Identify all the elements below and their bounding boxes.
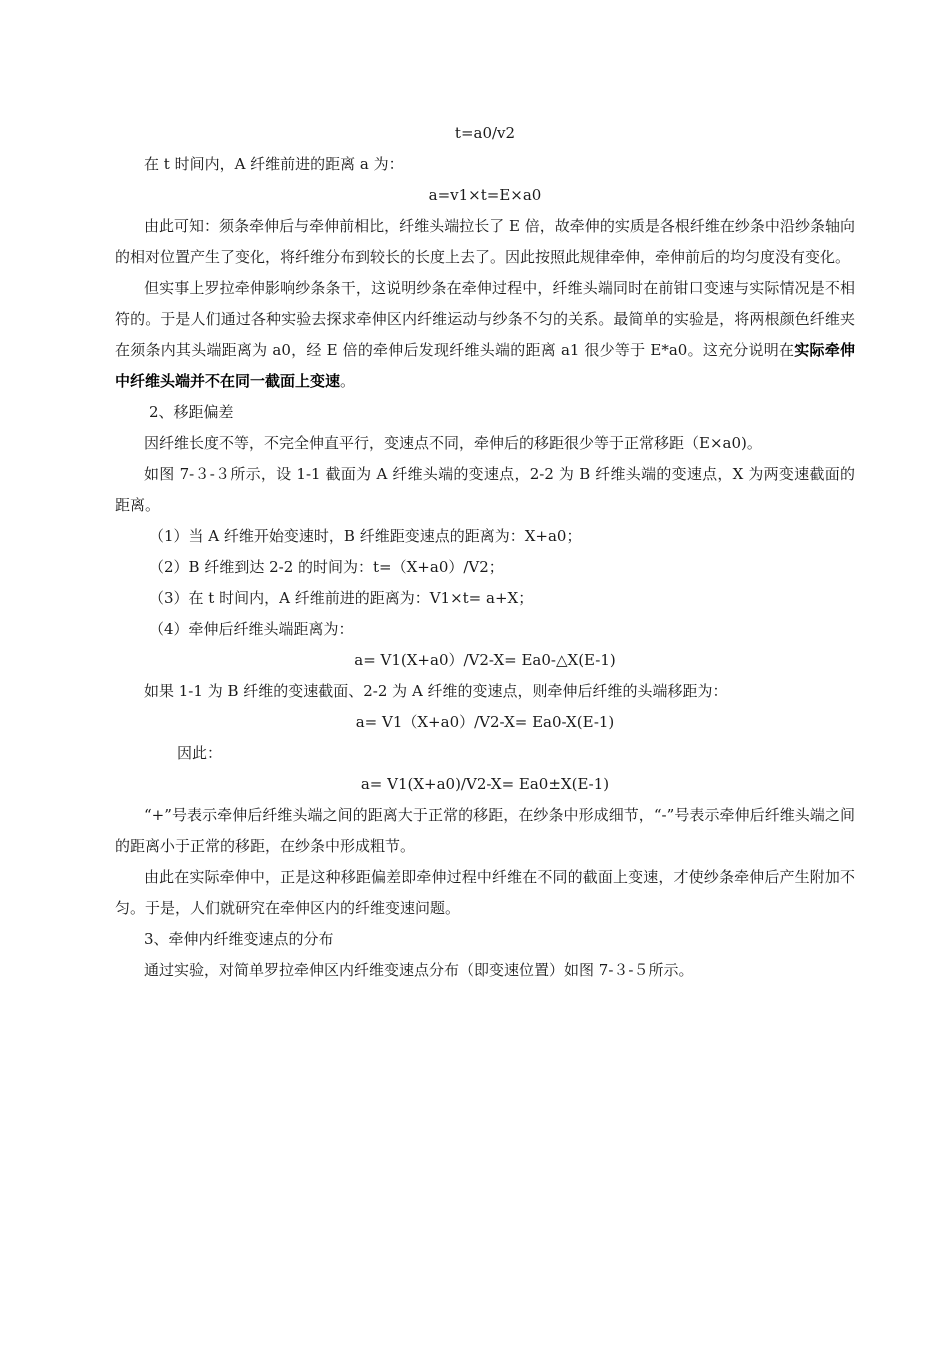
- equation-result-alt: a= V1（X+a0）/V2-X= Ea0-X(E-1): [355, 713, 615, 731]
- equation-time: t=a0/v2: [454, 124, 516, 142]
- paragraph-text-end: 。: [340, 372, 356, 390]
- document-body: [115, 118, 855, 986]
- paragraph-text: 但实事上罗拉牵伸影响纱条条干，这说明纱条在牵伸过程中，纤维头端同时在前钳口变速与实际情况是不相符的。于是人们通过各种实验去探求牵伸区内纤维运动与纱条不匀的关系。最简单的实验是，将两根颜色纤维夹在须条内其头端距离为 a0，经 E 倍的牵伸后发现纤维头端的距离 a1 很少等于 E*a0。这充分说明在: [115, 279, 855, 359]
- paragraph-figure-reference: 如图 7-３-３所示，设 1-1 截面为 A 纤维头端的变速点，2-2 为 B 纤维头端的变速点，X 为两变速截面的距离。: [115, 465, 855, 514]
- list-item: （3）在 t 时间内，A 纤维前进的距离为：V1×t= a+X；: [149, 589, 534, 607]
- section-heading: 2、移距偏差: [149, 403, 234, 421]
- equation-result: a= V1(X+a0）/V2-X= Ea0-△X(E-1): [354, 651, 616, 669]
- equation-distance: a=v1×t=E×a0: [428, 186, 542, 204]
- equation-general: a= V1(X+a0)/V2-X= Ea0±X(E-1): [360, 775, 610, 793]
- text-line: 在 t 时间内，A 纤维前进的距离 a 为：: [144, 155, 404, 173]
- text-line: 因此：: [177, 744, 223, 762]
- paragraph-drafting-essence: 由此可知：须条牵伸后与牵伸前相比，纤维头端拉长了 E 倍，故牵伸的实质是各根纤维在纱条中沿纱条轴向的相对位置产生了变化，将纤维分布到较长的长度上去了。因此按照此规律牵伸，牵伸前后的均匀度没有变化。: [115, 217, 855, 266]
- section-heading: 3、牵伸内纤维变速点的分布: [144, 930, 334, 948]
- paragraph-roller-drafting: [115, 273, 855, 397]
- paragraph-additional-unevenness: 由此在实际牵伸中，正是这种移距偏差即牵伸过程中纤维在不同的截面上变速，才使纱条牵伸后产生附加不匀。于是，人们就研究在牵伸区内的纤维变速问题。: [115, 868, 855, 917]
- list-item: （1）当 A 纤维开始变速时，B 纤维距变速点的距离为：X+a0；: [149, 527, 582, 545]
- emphasis-text: 实际牵伸中纤维头端并不在同一截面上变速: [115, 341, 855, 390]
- text-line: 通过实验，对简单罗拉牵伸区内纤维变速点分布（即变速位置）如图 7-３-５所示。: [144, 961, 694, 979]
- text-line: 如果 1-1 为 B 纤维的变速截面、2-2 为 A 纤维的变速点，则牵伸后纤维的头端移距为：: [144, 682, 728, 700]
- list-item: （2）B 纤维到达 2-2 的时间为：t=（X+a0）/V2；: [149, 558, 504, 576]
- paragraph-shift-deviation: 因纤维长度不等，不完全伸直平行，变速点不同，牵伸后的移距很少等于正常移距（E×a0)。: [144, 434, 762, 452]
- paragraph-sign-meaning: “+”号表示牵伸后纤维头端之间的距离大于正常的移距，在纱条中形成细节，“-”号表示牵伸后纤维头端之间的距离小于正常的移距，在纱条中形成粗节。: [115, 806, 855, 855]
- list-item: （4）牵伸后纤维头端距离为：: [149, 620, 354, 638]
